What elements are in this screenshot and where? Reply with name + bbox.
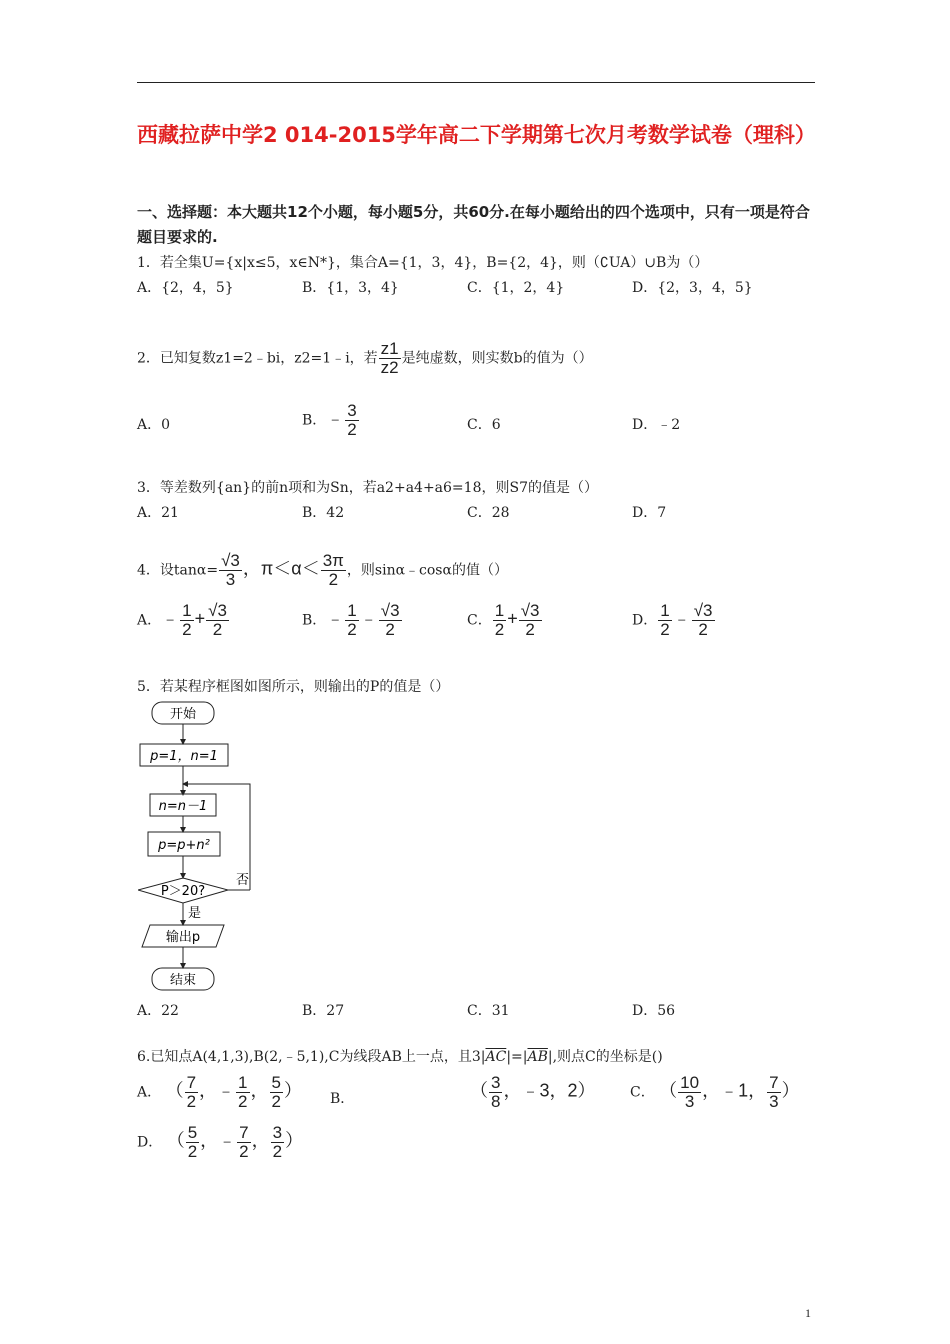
denominator: 2 (271, 1092, 281, 1111)
flow-output-label: 输出p (165, 930, 201, 945)
q4-tan-fraction (219, 552, 242, 589)
fraction (692, 602, 715, 639)
numerator: 1 (182, 601, 192, 620)
sign: ﹣ (217, 1080, 236, 1101)
q5-option-d: D．56 (632, 1003, 676, 1019)
denominator: 3 (684, 1092, 695, 1111)
q4-option-d (632, 602, 716, 639)
q3-option-c: C．28 (467, 505, 510, 521)
label: A． (137, 612, 162, 629)
flow-step1-label: n=n－1 (158, 799, 208, 814)
numerator: 10 (680, 1073, 700, 1092)
fraction (767, 1074, 780, 1111)
numerator: 7 (186, 1073, 197, 1092)
flow-yes-label: 是 (188, 906, 202, 921)
denominator: 2 (238, 1092, 248, 1111)
flowchart (138, 700, 268, 995)
q2-option-b (302, 402, 360, 439)
fraction (206, 602, 229, 639)
fraction (180, 602, 193, 639)
label: D． (137, 1134, 163, 1151)
flow-no-label: 否 (236, 873, 250, 888)
sign: ﹣ (218, 1130, 237, 1151)
flow-step2-label: p=p+n² (158, 838, 210, 853)
fraction (237, 1124, 250, 1161)
fraction (271, 1124, 284, 1161)
fraction (186, 1124, 199, 1161)
denominator: 3 (769, 1092, 779, 1111)
operator: + (507, 608, 518, 629)
q6-option-b-label: B． (330, 1091, 355, 1107)
q2-option-b-fraction (345, 402, 358, 439)
sign: ﹣ (326, 608, 345, 629)
numerator: √3 (208, 601, 227, 620)
numerator: 3 (272, 1123, 283, 1142)
fraction (519, 602, 542, 639)
numerator: √3 (520, 601, 540, 620)
value: 2 (567, 1080, 578, 1101)
numerator: √3 (380, 601, 400, 620)
denominator: 2 (239, 1142, 249, 1161)
q4-option-a (137, 602, 230, 639)
question-1: 1．若全集U={x|x≤5，x∈N*}，集合A={1，3，4}，B={2，4}，则（∁UA）∪B为（） (137, 255, 709, 271)
q6-stem-post: |,则点C的坐标是() (547, 1049, 663, 1065)
denominator: 2 (186, 1092, 197, 1111)
q1-option-d: D．{2，3，4，5} (632, 280, 753, 296)
numerator: 5 (271, 1073, 281, 1092)
fraction (678, 1074, 701, 1111)
flow-condition-label: P＞20? (160, 884, 206, 899)
question-4 (137, 552, 508, 589)
label: A． (137, 1084, 162, 1101)
numerator: 3π (322, 551, 344, 570)
denominator: 2 (272, 1142, 283, 1161)
q5-option-c: C．31 (467, 1003, 510, 1019)
q6-stem-pre: 6.已知点A(4,1,3),B(2,﹣5,1),C为线段AB上一点，且3| (137, 1049, 486, 1065)
q2-fraction (379, 340, 401, 377)
q6-option-d: D． （ $\frac{5}{2}$ ，﹣ $\frac{7}{2}$ ， $\frac{3}{2}$ ） (137, 1123, 304, 1161)
q1-option-c: C．{1，2，4} (467, 280, 565, 296)
q4-option-b (302, 602, 403, 639)
header-rule (137, 82, 815, 83)
fraction (379, 602, 402, 639)
numerator: √3 (693, 601, 713, 620)
question-5: 5．若某程序框图如图所示，则输出的P的值是（） (137, 679, 450, 695)
q4-angle-fraction (321, 552, 346, 589)
label: B． (302, 612, 327, 629)
fraction (185, 1074, 198, 1111)
q4-option-c (467, 602, 543, 639)
flow-init-label: p=1，n=1 (150, 749, 218, 764)
q2-option-d: D．﹣2 (632, 417, 681, 433)
q5-option-b: B．27 (302, 1003, 345, 1019)
numerator: √3 (221, 551, 240, 570)
question-6 (137, 1046, 663, 1066)
q5-option-a: A．22 (137, 1003, 179, 1019)
numerator: 3 (491, 1073, 501, 1092)
q1-option-a: A．{2，4，5} (137, 280, 234, 296)
denominator: 2 (347, 620, 357, 639)
q2-option-b-label: B． (302, 412, 327, 429)
denominator: 2 (182, 620, 192, 639)
section-heading: 一、选择题：本大题共12个小题，每小题5分，共60分.在每小题给出的四个选项中，只有一项是符合题目要求的. (137, 203, 810, 246)
sign: ﹣ (161, 608, 180, 629)
fraction (270, 1074, 283, 1111)
question-3: 3．等差数列{an}的前n项和为Sn，若a2+a4+a6=18，则S7的值是（） (137, 480, 598, 496)
denominator: 8 (491, 1092, 501, 1111)
denominator: 2 (347, 420, 357, 439)
vector-ac: $\overline{AC}$ (485, 1049, 507, 1065)
q4-stem-mid: ，π＜α＜ (242, 558, 320, 579)
denominator: 2 (212, 620, 223, 639)
denominator: 2 (385, 620, 395, 639)
denominator: 2 (328, 570, 339, 589)
label: D． (632, 612, 658, 629)
vector-ab: $\overline{AB}$ (527, 1049, 548, 1065)
q6-option-a: A． （ $\frac{7}{2}$ ，﹣ $\frac{1}{2}$ ， $\frac{5}{2}$ ） (137, 1073, 302, 1111)
numerator: 5 (187, 1123, 198, 1142)
fraction (236, 1074, 249, 1111)
q3-option-b: B．42 (302, 505, 345, 521)
q2-option-b-sign: ﹣ (326, 408, 345, 429)
q2-stem-post: 是纯虚数，则实数b的值为（） (401, 350, 593, 367)
q2-stem-pre: 2．已知复数z1=2﹣bi，z2=1﹣i，若 (137, 350, 378, 367)
denominator: 2 (525, 620, 535, 639)
denominator: 2 (698, 620, 708, 639)
value: ﹣3 (521, 1080, 550, 1101)
page-title: 西藏拉萨中学2 014-2015学年高二下学期第七次月考数学试卷（理科） (137, 123, 816, 147)
q3-option-a: A．21 (137, 505, 179, 521)
label: C． (630, 1084, 655, 1101)
fraction (493, 602, 506, 639)
fraction (345, 602, 358, 639)
q4-stem-pre: 4．设tanα= (137, 562, 219, 579)
label: C． (467, 612, 492, 629)
denominator: 2 (494, 620, 505, 639)
numerator: 1 (238, 1073, 248, 1092)
q2-option-a: A．0 (137, 417, 171, 433)
numerator: 1 (347, 601, 357, 620)
fraction (489, 1074, 502, 1111)
numerator: 3 (347, 401, 357, 420)
flow-start-label: 开始 (169, 707, 197, 722)
denominator: 2 (187, 1142, 198, 1161)
numerator: 7 (769, 1073, 779, 1092)
q2-denominator: z2 (380, 358, 399, 377)
operator: + (194, 608, 206, 629)
q6-option-b: （ $\frac{3}{8}$ ，﹣3，2） (470, 1073, 596, 1111)
denominator: 2 (660, 620, 670, 639)
denominator: 3 (225, 570, 236, 589)
operator: ﹣ (672, 608, 691, 629)
numerator: 7 (239, 1123, 249, 1142)
numerator: 1 (660, 601, 670, 620)
question-2 (137, 340, 593, 377)
fraction (658, 602, 671, 639)
page-number: 1 (805, 1306, 811, 1320)
q6-option-c: C． （ $\frac{10}{3}$ ，﹣1， $\frac{7}{3}$ ） (630, 1073, 800, 1111)
q2-option-c: C．6 (467, 417, 501, 433)
flow-end-label: 结束 (169, 973, 197, 988)
q6-stem-mid: |=| (506, 1049, 528, 1065)
q1-option-b: B．{1，3，4} (302, 280, 399, 296)
q2-numerator: z1 (380, 339, 399, 358)
value: ﹣1 (720, 1080, 749, 1101)
numerator: 1 (494, 601, 505, 620)
operator: ﹣ (359, 608, 378, 629)
q3-option-d: D．7 (632, 505, 667, 521)
q4-stem-post: ，则sinα﹣cosα的值（） (346, 562, 508, 579)
